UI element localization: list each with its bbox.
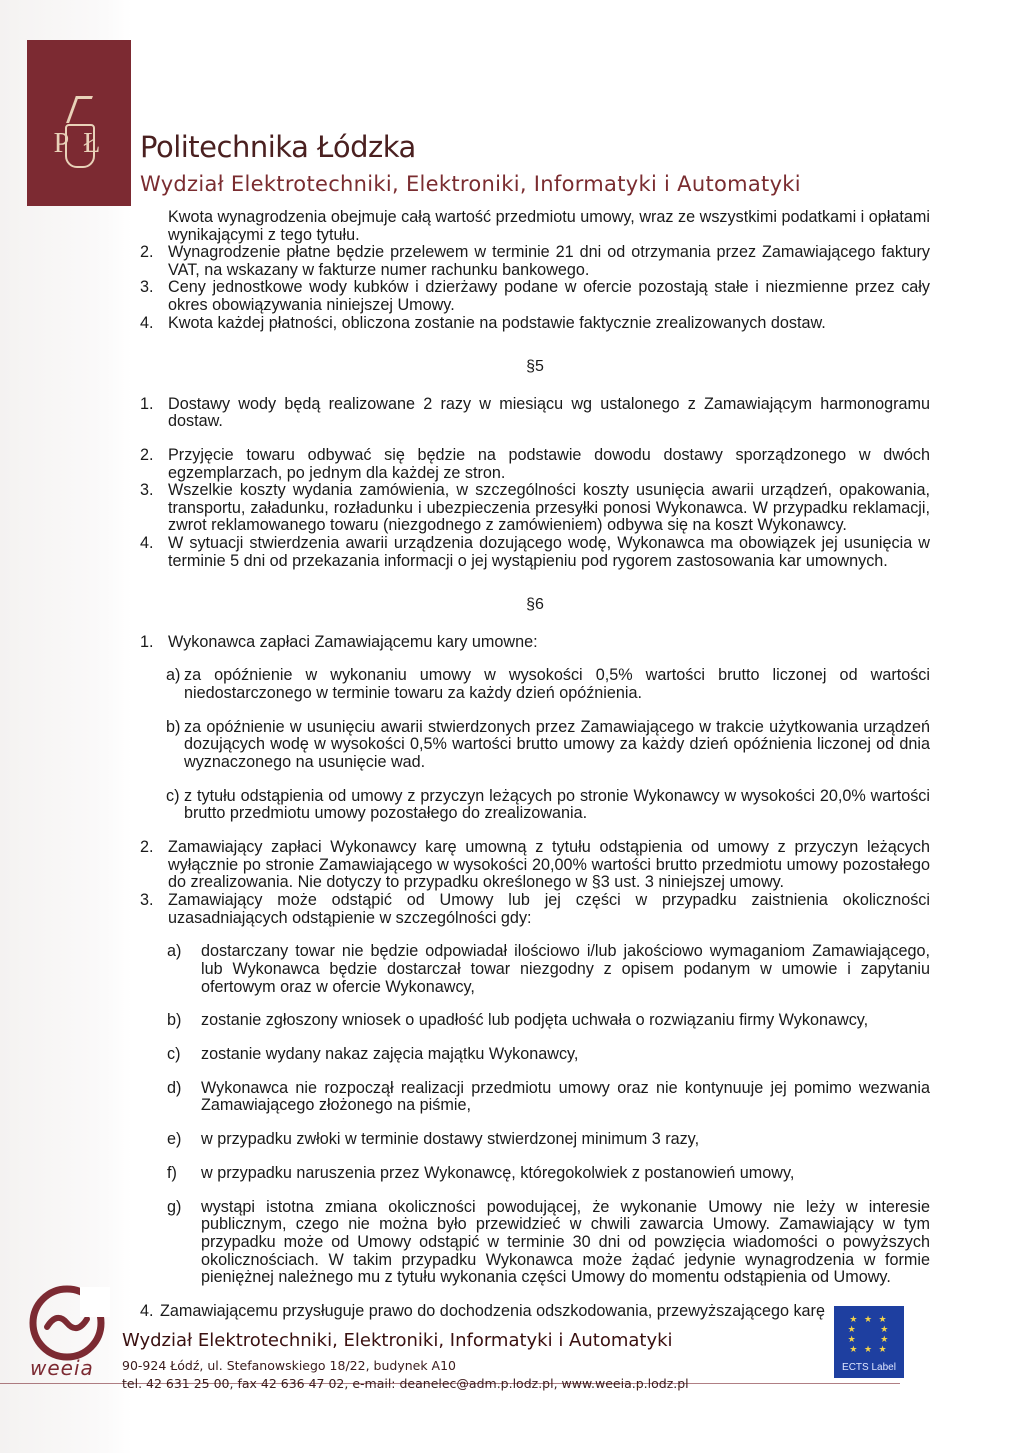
subitem-letter: g) bbox=[167, 1197, 182, 1216]
section5-item bbox=[140, 447, 930, 482]
subitem-text: wystąpi istotna zmiana okoliczności powodującej, że wykonanie Umowy nie leży w interesie publicznym, czego nie można było przewidzieć w chwili zawarcia Umowy. Zamawiający w tym przypadku może od Umowy odstąpić w terminie 30 dni od powzięcia wiadomości o powyższych okolicznościach. W takim przypadku Wykonawca może żądać jedynie wynagrodzenia w formie pieniężnej należnego mu z tytułu wykonania części Umowy do momentu odstąpienia od Umowy. bbox=[201, 1197, 930, 1287]
penalty-subitem bbox=[140, 719, 930, 772]
item-number: 3. bbox=[140, 278, 154, 297]
item-text: Kwota każdej płatności, obliczona zostanie na podstawie faktycznie zrealizowanych dostaw. bbox=[168, 313, 826, 332]
subitem-letter: c) bbox=[166, 786, 180, 805]
subitem-text: z tytułu odstąpienia od umowy z przyczyn leżących po stronie Wykonawcy w wysokości 20,0% wartości brutto przedmiotu umowy pozostałego do zrealizowania. bbox=[184, 786, 930, 823]
subitem-letter: c) bbox=[167, 1045, 181, 1064]
eu-stars-icon: ★ ★ ★ ★ ★ ★ ★ ★ ★ ★ bbox=[847, 1314, 891, 1354]
subitem-text: w przypadku zwłoki w terminie dostawy stwierdzonej minimum 3 razy, bbox=[201, 1130, 700, 1149]
section6-item bbox=[140, 839, 930, 892]
subitem-text: Wykonawca nie rozpoczął realizacji przedmiotu umowy oraz nie kontynuuje jej pomimo wezwania Zamawiającego złożonego na piśmie, bbox=[201, 1078, 930, 1115]
subitem-letter: d) bbox=[167, 1078, 182, 1097]
item-text: Zamawiającemu przysługuje prawo do dochodzenia odszkodowania, przewyższającego karę bbox=[160, 1301, 825, 1320]
subitem-text: zostanie zgłoszony wniosek o upadłość lub podjęta uchwała o rozwiązaniu firmy Wykonawcy, bbox=[201, 1011, 869, 1030]
subitem-letter: e) bbox=[167, 1130, 182, 1149]
item-text: W sytuacji stwierdzenia awarii urządzenia dozującego wodę, Wykonawca ma obowiązek jej usunięcia w terminie 5 dni od przekazania informacji o jej wystąpieniu pod rygorem zastosowania kar umownych. bbox=[168, 533, 930, 570]
payment-item bbox=[140, 244, 930, 279]
item-number: 2. bbox=[140, 243, 154, 262]
left-margin-band bbox=[0, 0, 132, 1453]
withdrawal-subitem bbox=[140, 1012, 930, 1030]
item-number: 1. bbox=[140, 394, 154, 413]
payment-item bbox=[140, 279, 930, 314]
torch-flame-icon bbox=[66, 96, 93, 123]
section5-item bbox=[140, 396, 930, 431]
subitem-letter: a) bbox=[166, 666, 181, 685]
withdrawal-subitem bbox=[140, 1131, 930, 1149]
subitem-text: za opóźnienie w wykonaniu umowy w wysokości 0,5% wartości brutto liczonej od wartości niedostarczonego w terminie towaru za każdy dzień opóźnienia. bbox=[184, 666, 930, 703]
item-number: 3. bbox=[140, 481, 154, 500]
subitem-text: dostarczany towar nie będzie odpowiadał ilościowo i/lub jakościowo wymaganiom Zamawiającego, lub Wykonawca będzie dostarczał towar niezgodny z opisem podanym w umowie i zapytaniu ofertowym oraz w ofercie Wykonawcy, bbox=[201, 942, 930, 996]
withdrawal-subitem bbox=[140, 943, 930, 996]
item-text: Wynagrodzenie płatne będzie przelewem w terminie 21 dni od otrzymania przez Zamawiającego faktury VAT, na wskazany w fakturze numer rachunku bankowego. bbox=[168, 243, 930, 279]
section6-item bbox=[140, 1303, 930, 1321]
item-number: 3. bbox=[140, 890, 154, 909]
logo-letters: P Ł bbox=[53, 128, 105, 159]
university-logo bbox=[27, 40, 131, 206]
university-name: Politechnika Łódzka bbox=[140, 130, 416, 164]
item-number: 4. bbox=[140, 533, 154, 552]
faculty-name: Wydział Elektrotechniki, Elektroniki, Informatyki i Automatyki bbox=[140, 172, 801, 196]
item-number: 4. bbox=[140, 1301, 154, 1320]
item-number: 4. bbox=[140, 313, 154, 332]
subitem-letter: b) bbox=[167, 1011, 182, 1030]
footer-address: 90-924 Łódź, ul. Stefanowskiego 18/22, budynek A10 bbox=[122, 1358, 456, 1373]
item-number: 1. bbox=[140, 632, 154, 651]
payment-item bbox=[140, 315, 930, 333]
subitem-letter: b) bbox=[166, 717, 181, 736]
item-text: Zamawiający może odstąpić od Umowy lub jej części w przypadku zaistnienia okoliczności uzasadniających odstąpienie w szczególności gdy: bbox=[168, 890, 930, 927]
section5-item bbox=[140, 535, 930, 570]
document-body bbox=[140, 209, 930, 1321]
ects-label-text: ECTS Label bbox=[842, 1362, 896, 1373]
item-number: 2. bbox=[140, 838, 154, 857]
section-heading-5: §5 bbox=[526, 358, 544, 376]
footer-faculty-name: Wydział Elektrotechniki, Elektroniki, Informatyki i Automatyki bbox=[122, 1330, 673, 1351]
item-text: Ceny jednostkowe wody kubków i dzierżawy podane w ofercie pozostają stałe i niezmienne przez cały okres obowiązywania niniejszej Umowy. bbox=[168, 278, 930, 314]
section6-item bbox=[140, 634, 930, 652]
item-text: Zamawiający zapłaci Wykonawcy karę umowną z tytułu odstąpienia od umowy z przyczyn leżących wyłącznie po stronie Zamawiającego w wysokości 20,00% wartości brutto przedmiotu umowy pozostałego do zrealizowania. Nie dotyczy to przypadku określonego w §3 ust. 3 niniejszej umowy. bbox=[168, 838, 930, 892]
intro-paragraph: Kwota wynagrodzenia obejmuje całą wartość przedmiotu umowy, wraz ze wszystkimi podatkami i opłatami wynikającymi z tego tytułu. bbox=[168, 208, 930, 244]
withdrawal-subitem bbox=[140, 1199, 930, 1287]
subitem-text: w przypadku naruszenia przez Wykonawcę, któregokolwiek z postanowień umowy, bbox=[201, 1164, 795, 1183]
subitem-letter: a) bbox=[167, 942, 182, 961]
withdrawal-subitem bbox=[140, 1080, 930, 1115]
withdrawal-subitem bbox=[140, 1165, 930, 1183]
ects-label-badge bbox=[834, 1306, 904, 1378]
subitem-letter: f) bbox=[167, 1164, 177, 1183]
section6-item bbox=[140, 892, 930, 927]
subitem-text: za opóźnienie w usunięciu awarii stwierdzonych przez Zamawiającego w trakcie użytkowania urządzeń dozujących wodę w wysokości 0,5% wartości brutto umowy za każdy dzień opóźnienia liczonej od dnia wyznaczonego na usunięcie wad. bbox=[184, 717, 930, 772]
item-text: Wykonawca zapłaci Zamawiającemu kary umowne: bbox=[168, 632, 538, 651]
item-number: 2. bbox=[140, 445, 154, 464]
item-text: Dostawy wody będą realizowane 2 razy w miesiącu wg ustalonego z Zamawiającym harmonogramu dostaw. bbox=[168, 394, 930, 431]
section-heading-6: §6 bbox=[526, 596, 544, 614]
penalty-subitem bbox=[140, 788, 930, 823]
footer-contact: tel. 42 631 25 00, fax 42 636 47 02, e-mail: deanelec@adm.p.lodz.pl, www.weeia.p.lodz.pl bbox=[122, 1376, 689, 1391]
weeia-brand-text: weeia bbox=[30, 1356, 94, 1380]
item-text: Wszelkie koszty wydania zamówienia, w szczególności koszty usunięcia awarii urządzeń, opakowania, transportu, załadunku, rozładunku i ubezpieczenia przesyłki ponosi Wykonawca. W przypadku reklamacji, zwrot reklamowanego towaru (niezgodnego z zamówieniem) odbywa się na koszt Wykonawcy. bbox=[168, 481, 930, 535]
section5-item bbox=[140, 482, 930, 535]
penalty-subitem bbox=[140, 667, 930, 702]
item-text: Przyjęcie towaru odbywać się będzie na podstawie dowodu dostawy sporządzonego w dwóch egzemplarzach, po jednym dla każdej ze stron. bbox=[168, 445, 930, 482]
subitem-text: zostanie wydany nakaz zajęcia majątku Wykonawcy, bbox=[201, 1045, 579, 1064]
withdrawal-subitem bbox=[140, 1046, 930, 1064]
